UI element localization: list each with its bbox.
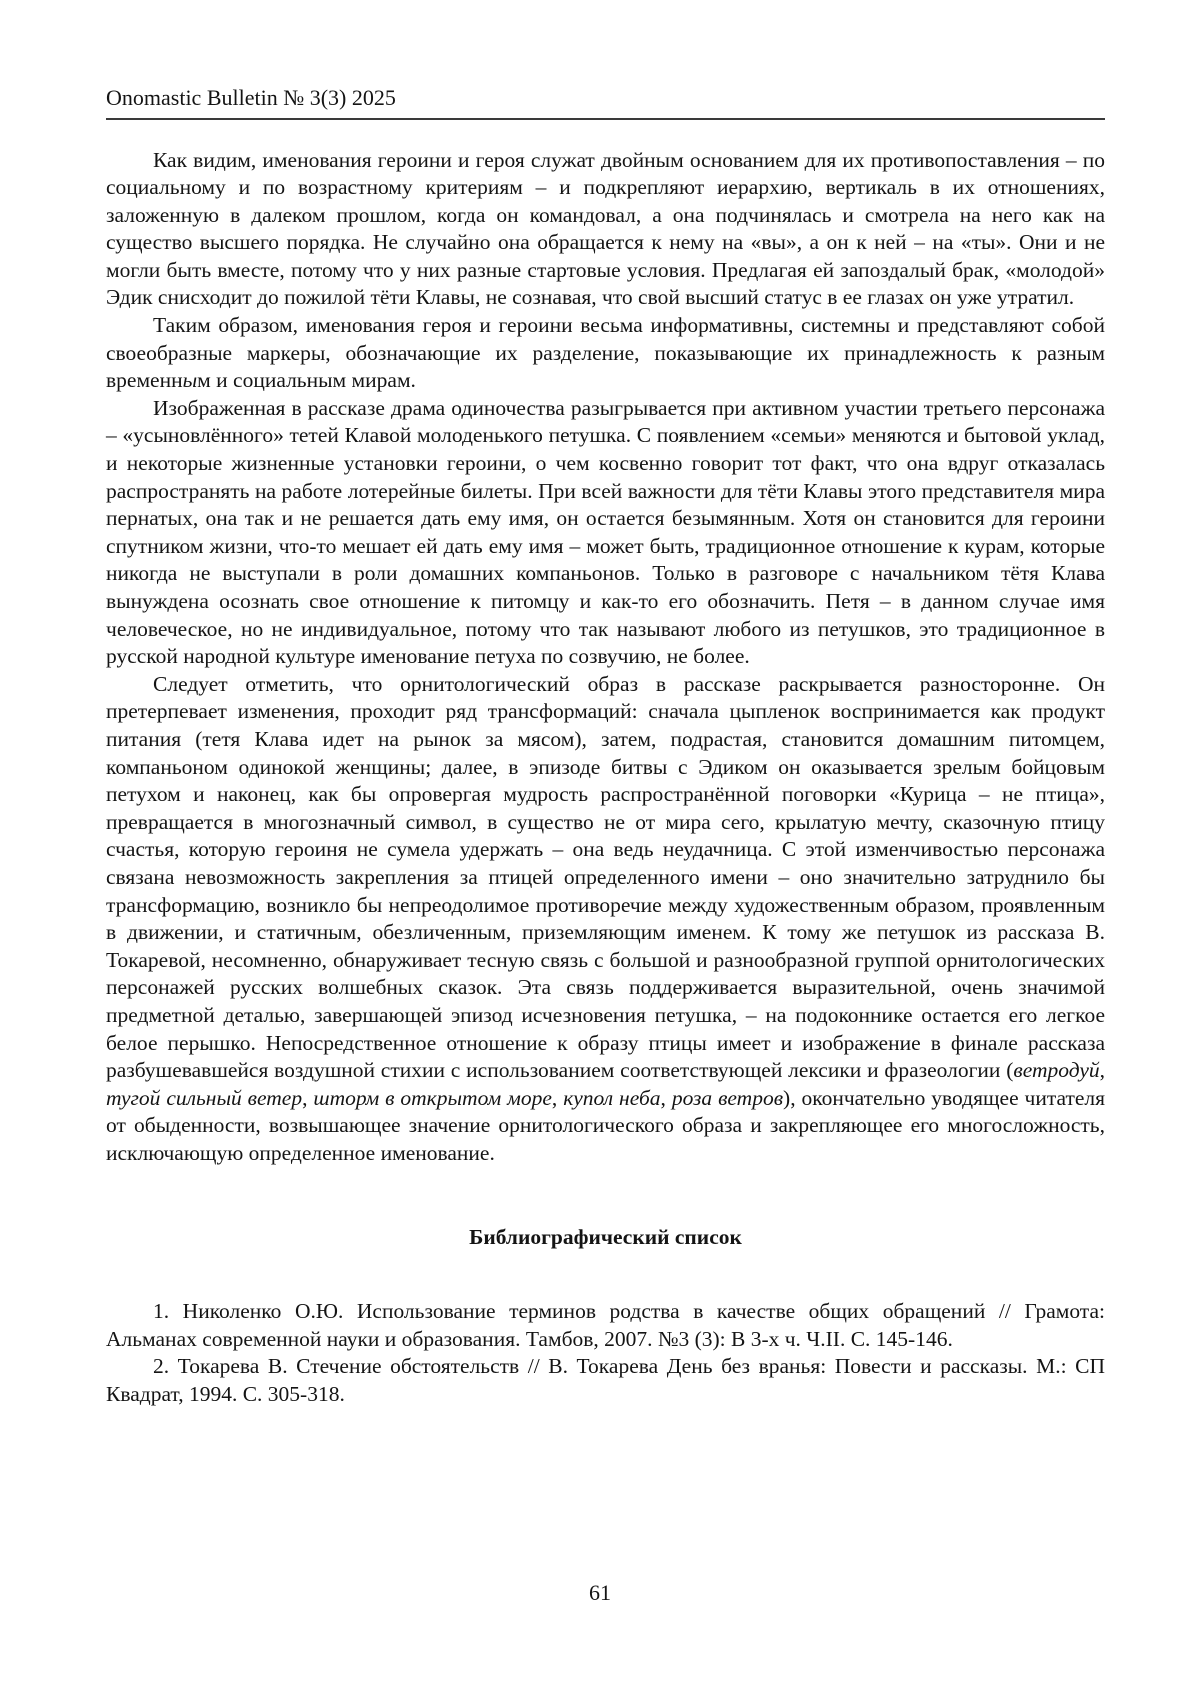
journal-title: Onomastic Bulletin № 3(3) 2025	[106, 85, 396, 110]
page-footer	[0, 1580, 1200, 1606]
page-number: 61	[589, 1580, 611, 1605]
paragraph: Таким образом, именования героя и героини весьма информативны, системны и представляют собой своеобразные маркеры, обозначающие их разделение, показывающие их принадлежность к разным временным и социальным мирам.	[106, 313, 1105, 393]
bibliography-heading: Библиографический список	[469, 1225, 742, 1250]
bibliography-entry: 1. Николенко О.Ю. Использование терминов родства в качестве общих обращений // Грамота: Альманах современной науки и образования. Тамбов, 2007. №3 (3): В 3-х ч. Ч.II. С. 145-146.	[106, 1299, 1105, 1351]
paragraph: Как видим, именования героини и героя служат двойным основанием для их противопоставления – по социальному и по возрастному критериям – и подкрепляют иерархию, вертикаль в их отношениях, заложенную в далеком прошлом, когда он командовал, а она подчинялась и смотрела на него как на существо высшего порядка. Не случайно она обращается к нему на «вы», а он к ней – на «ты». Они и не могли быть вместе, потому что у них разные стартовые условия. Предлагая ей запоздалый брак, «молодой» Эдик снисходит до пожилой тёти Клавы, не сознавая, что свой высший статус в ее глазах он уже утратил.	[106, 147, 1105, 310]
bibliography-entry: 2. Токарева В. Стечение обстоятельств // В. Токарева День без вранья: Повести и рассказы. М.: СП Квадрат, 1994. С. 305-318.	[106, 1354, 1105, 1406]
page-header	[106, 84, 1105, 120]
article-body	[106, 147, 1105, 1409]
paragraph: Следует отметить, что орнитологический образ в рассказе раскрывается разносторонне. Он претерпевает изменения, проходит ряд трансформаций: сначала цыпленок воспринимается как продукт питания (тетя Клава идет на рынок за мясом), затем, подрастая, становится домашним питомцем, компаньоном одинокой женщины; далее, в эпизоде битвы с Эдиком он оказывается зрелым бойцовым петухом и наконец, как бы опровергая мудрость распространённой поговорки «Курица – не птица», превращается в многозначный символ, в существо не от мира сего, крылатую мечту, сказочную птицу счастья, которую героиня не сумела удержать – она ведь неудачница. С этой изменчивостью персонажа связана невозможность закрепления за птицей определенного имени – оно значительно затруднило бы трансформацию, возникло бы непреодолимое противоречие между художественным образом, проявленным в движении, и статичным, обезличенным, приземляющим именем. К тому же петушок из рассказа В. Токаревой, несомненно, обнаруживает тесную связь с большой и разнообразной группой орнитологических персонажей русских волшебных сказок. Эта связь поддерживается выразительной, очень значимой предметной деталью, завершающей эпизод исчезновения петушка, – на подоконнике остается его легкое белое перышко. Непосредственное отношение к образу птицы имеет и изображение в финале рассказа разбушевавшейся воздушной стихии с использованием соответствующей лексики и фразеологии (ветродуй, тугой сильный ветер, шторм в открытом море, купол неба, роза ветров), окончательно уводящее читателя от обыденности, возвышающее значение орнитологического образа и закрепляющее его многосложность, исключающую определенное именование.	[106, 671, 1106, 1165]
bibliography-list	[106, 1298, 1105, 1408]
article-paragraphs	[106, 147, 1105, 1168]
paragraph: Изображенная в рассказе драма одиночества разыгрывается при активном участии третьего персонажа – «усыновлённого» тетей Клавой молоденького петушка. С появлением «семьи» меняются и бытовой уклад, и некоторые жизненные установки героини, о чем косвенно говорит тот факт, что она вдруг отказалась распространять на работе лотерейные билеты. При всей важности для тёти Клавы этого представителя мира пернатых, она так и не решается дать ему имя, он остается безымянным. Хотя он становится для героини спутником жизни, что-то мешает ей дать ему имя – может быть, традиционное отношение к курам, которые никогда не выступали в роли домашних компаньонов. Только в разговоре с начальником тётя Клава вынуждена осознать свое отношение к питомцу и как-то его обозначить. Петя – в данном случае имя человеческое, но не индивидуальное, потому что так называют любого из петушков, это традиционное в русской народной культуре именование петуха по созвучию, не более.	[106, 395, 1105, 669]
